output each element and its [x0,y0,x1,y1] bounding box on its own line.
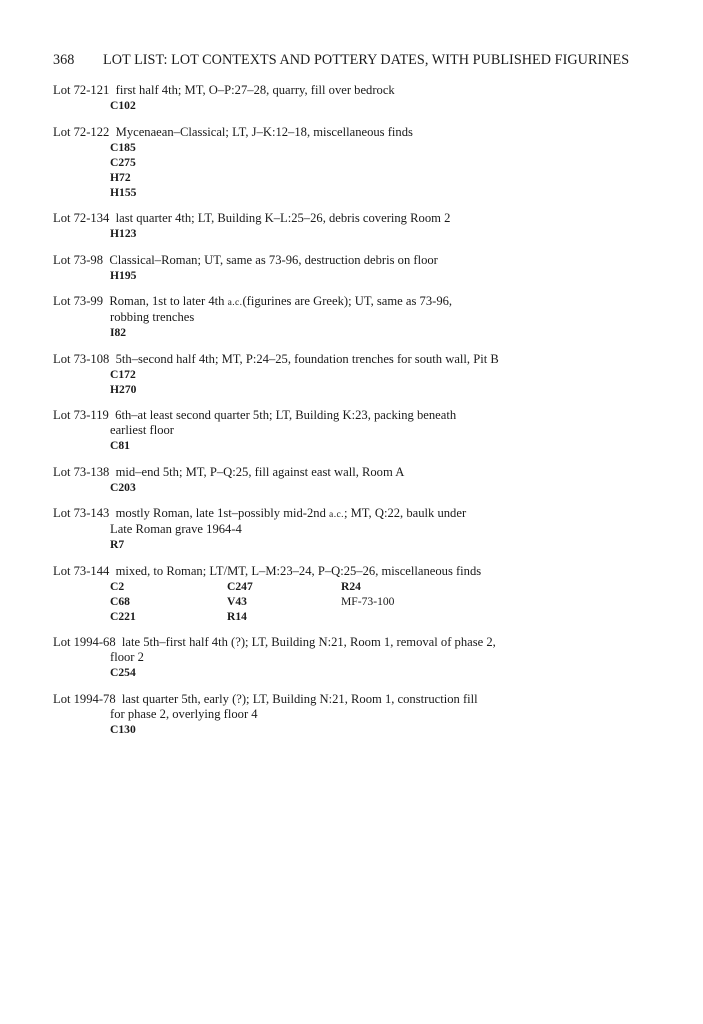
lot-description-continued: robbing trenches [110,310,195,324]
lot-id: Lot 72-134 [53,211,110,225]
lot-entry [53,635,673,680]
figurine-list [53,722,673,737]
era-abbreviation: a.c. [329,509,344,520]
figurine-id: H155 [110,185,137,199]
figurine-list [53,438,673,453]
lot-id: Lot 73-99 [53,294,104,308]
figurine-id: R24 [341,579,361,593]
lot-id: Lot 72-121 [53,83,110,97]
figurine-id: C130 [110,722,136,736]
lot-entry [53,83,673,113]
lot-id: Lot 73-138 [53,464,110,479]
era-abbreviation: a.c. [227,297,243,308]
figurine-list [53,665,673,680]
lot-id: Lot 1994-78 [53,691,116,706]
lot-id: Lot 1994-68 [53,635,116,649]
figurine-id: C81 [110,439,130,452]
lot-entry [53,125,673,200]
lot-entry [53,692,673,737]
figurine-id: C221 [110,609,136,623]
lot-list [53,83,673,748]
lot-description: Lot 73-119 6th–at least second quarter 5th; LT, Building K:23, packing beneath [53,408,457,422]
figurine-id: C172 [110,367,136,381]
figurine-id: C102 [110,99,136,112]
running-header [53,52,673,69]
lot-id: Lot 73-144 [53,563,110,578]
figurine-id: C185 [110,140,136,154]
lot-description: Lot 73-98 Classical–Roman; UT, same as 73-96, destruction debris on floor [53,252,438,267]
lot-entry [53,352,673,397]
running-title: LOT LIST: LOT CONTEXTS AND POTTERY DATES, WITH PUBLISHED FIGURINES [103,52,630,68]
lot-description: Lot 73-108 5th–second half 4th; MT, P:24–25, foundation trenches for south wall, Pit B [53,351,499,366]
figurine-id: C2 [110,579,125,593]
lot-entry [53,253,673,283]
figurine-list [53,140,673,200]
figurine-id: C68 [110,594,130,608]
page-number: 368 [53,52,75,68]
lot-description-continued: floor 2 [110,650,144,664]
figurine-list [53,537,673,552]
lot-description: Lot 73-99 Roman, 1st to later 4th a.c.(figurines are Greek); UT, same as 73-96, [53,294,453,308]
lot-entry [53,506,673,552]
figurine-id [341,609,481,624]
figurine-id: V43 [227,594,247,608]
lot-entry [53,211,673,241]
figurine-id: MF-73-100 [341,594,395,608]
figurine-list [53,226,673,241]
lot-description-continued: earliest floor [110,423,174,437]
lot-description-continued: Late Roman grave 1964-4 [110,522,242,536]
lot-entry [53,465,673,495]
figurine-id: H123 [110,227,137,240]
lot-description: Lot 1994-78 last quarter 5th, early (?); LT, Building N:21, Room 1, construction fill [53,691,478,706]
lot-description: Lot 1994-68 late 5th–first half 4th (?); LT, Building N:21, Room 1, removal of phase 2, [53,635,496,649]
lot-description: Lot 72-134 last quarter 4th; LT, Building K–L:25–26, debris covering Room 2 [53,211,451,225]
figurine-list [53,325,673,340]
lot-id: Lot 73-108 [53,351,110,366]
lot-id: Lot 73-119 [53,408,109,422]
lot-id: Lot 73-98 [53,252,104,267]
lot-entry [53,564,673,624]
lot-description: Lot 73-144 mixed, to Roman; LT/MT, L–M:23–24, P–Q:25–26, miscellaneous finds [53,563,482,578]
lot-id: Lot 73-143 [53,506,110,520]
lot-description: Lot 73-138 mid–end 5th; MT, P–Q:25, fill against east wall, Room A [53,464,405,479]
figurine-id: R7 [110,538,125,551]
lot-entry [53,294,673,340]
figurine-id: C247 [227,579,253,593]
lot-description: Lot 73-143 mostly Roman, late 1st–possibly mid-2nd a.c.; MT, Q:22, baulk under [53,506,467,520]
lot-entry [53,408,673,453]
figurine-id: H72 [110,170,131,184]
lot-description-continued: for phase 2, overlying floor 4 [110,706,258,721]
lot-description: Lot 72-122 Mycenaean–Classical; LT, J–K:12–18, miscellaneous finds [53,124,413,139]
lot-id: Lot 72-122 [53,124,110,139]
lot-description: Lot 72-121 first half 4th; MT, O–P:27–28, quarry, fill over bedrock [53,83,395,97]
figurine-grid [53,579,481,624]
figurine-id: R14 [227,609,247,623]
figurine-id: C254 [110,666,136,679]
figurine-list [53,367,673,397]
figurine-id: I82 [110,326,127,339]
figurine-id: H270 [110,382,137,396]
figurine-list [53,480,673,495]
figurine-id: H195 [110,268,137,282]
figurine-id: C275 [110,155,136,169]
figurine-list [53,268,673,283]
figurine-list [53,98,673,113]
figurine-id: C203 [110,480,136,494]
